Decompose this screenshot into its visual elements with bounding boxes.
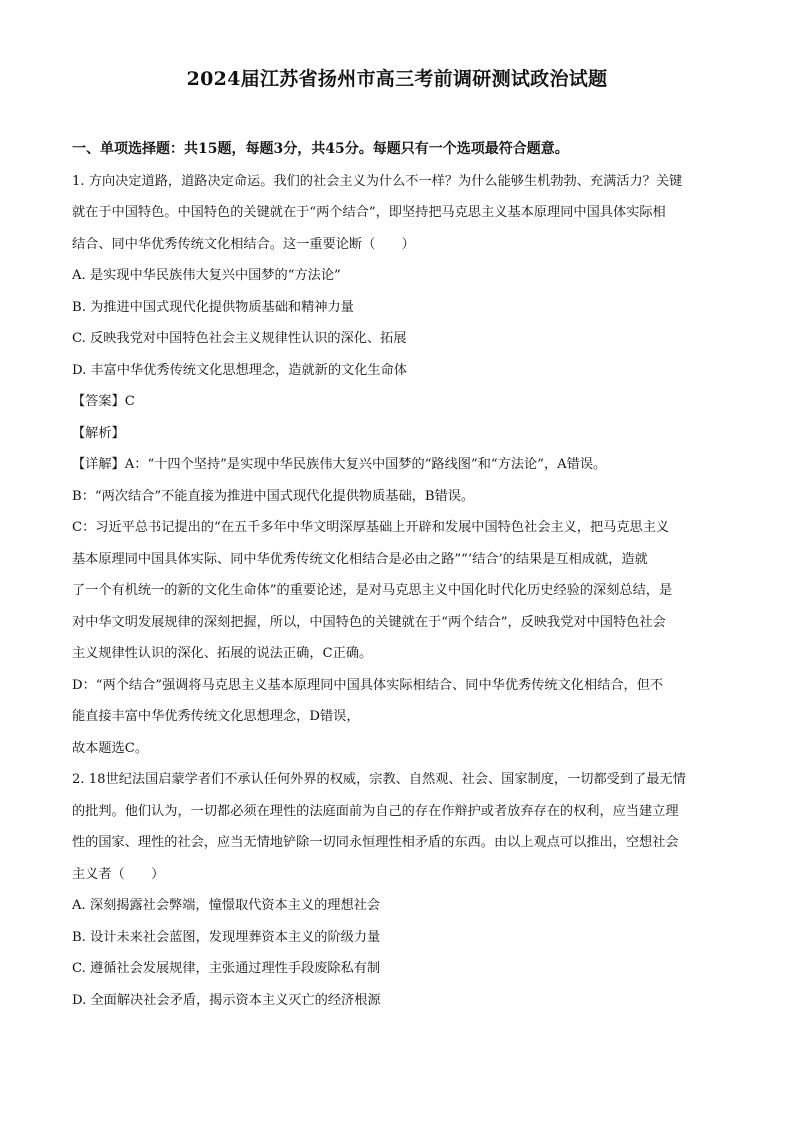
section-title: 一、单项选择题：共15题，每题3分，共45分。每题只有一个选项最符合题意。 — [72, 141, 569, 157]
q1-analysis-line: C：习近平总书记提出的“在五千多年中华文明深厚基础上开辟和发展中国特色社会主义，把马克思主义 — [72, 520, 670, 535]
q2-stem-line: 主义者（ ） — [72, 866, 165, 882]
q1-analysis-line: 主义规律性认识的深化、拓展的说法正确，C正确。 — [72, 646, 373, 661]
q1-analysis-line: 基本原理同中国具体实际、同中华优秀传统文化相结合是必由之路”“‘结合’的结果是互相成就，造就 — [72, 551, 648, 567]
q1-analysis-label: 【解析】 — [72, 425, 125, 441]
q1-analysis-line: 了一个有机统一的新的文化生命体”的重要论述，是对马克思主义中国化时代化历史经验的深刻总结，是 — [72, 583, 673, 598]
q1-option-a: A. 是实现中华民族伟大复兴中国梦的“方法论” — [72, 268, 341, 283]
question-1 — [72, 166, 722, 765]
q1-analysis-line: 能直接丰富中华优秀传统文化思想理念，D错误， — [72, 709, 360, 724]
q1-analysis-line: 故本题选C。 — [72, 740, 149, 756]
q2-option-b: B. 设计未来社会蓝图，发现埋葬资本主义的阶级力量 — [72, 929, 381, 945]
q1-analysis-line: B：“两次结合”不能直接为推进中国式现代化提供物质基础，B错误。 — [72, 488, 475, 504]
q1-stem-line: 1. 方向决定道路，道路决定命运。我们的社会主义为什么不一样？为什么能够生机勃勃、充满活力？关键 — [72, 173, 683, 189]
q1-analysis-line: 【详解】A：“十四个坚持”是实现中华民族伟大复兴中国梦的“路线图”和“方法论”，A错误。 — [72, 457, 607, 472]
q2-stem-line: 2. 18世纪法国启蒙学者们不承认任何外界的权威，宗教、自然观、社会、国家制度，一切都受到了最无情 — [72, 772, 686, 787]
question-2 — [72, 764, 722, 1016]
q2-option-d: D. 全面解决社会矛盾，揭示资本主义灭亡的经济根源 — [72, 992, 381, 1008]
q1-answer: 【答案】C — [72, 394, 135, 409]
q2-stem-line: 的批判。他们认为，一切都必须在理性的法庭面前为自己的存在作辩护或者放弃存在的权利，应当建立理 — [72, 803, 679, 819]
q2-stem-line: 性的国家、理性的社会，应当无情地铲除一切同永恒理性相矛盾的东西。由以上观点可以推出，空想社会 — [72, 835, 679, 850]
q1-option-c: C. 反映我党对中国特色社会主义规律性认识的深化、拓展 — [72, 331, 407, 346]
q1-stem-line: 就在于中国特色。中国特色的关键就在于“两个结合”，即坚持把马克思主义基本原理同中国具体实际相 — [72, 205, 666, 220]
q1-analysis-line: 对中华文明发展规律的深刻把握，所以，中国特色的关键就在于“两个结合”，反映我党对中国特色社会 — [72, 614, 666, 630]
document-body — [72, 134, 722, 1016]
q2-option-a: A. 深刻揭露社会弊端，憧憬取代资本主义的理想社会 — [72, 898, 381, 913]
q2-option-c: C. 遵循社会发展规律，主张通过理性手段废除私有制 — [72, 961, 381, 976]
q1-analysis-line: D：“两个结合”强调将马克思主义基本原理同中国具体实际相结合、同中华优秀传统文化相结合，但不 — [72, 677, 664, 693]
q1-stem-line: 结合、同中华优秀传统文化相结合。这一重要论断（ ） — [72, 236, 415, 252]
q1-option-d: D. 丰富中华优秀传统文化思想理念，造就新的文化生命体 — [72, 362, 407, 378]
document-title: 2024届江苏省扬州市高三考前调研测试政治试题 — [186, 68, 608, 90]
q1-option-b: B. 为推进中国式现代化提供物质基础和精神力量 — [72, 299, 354, 315]
